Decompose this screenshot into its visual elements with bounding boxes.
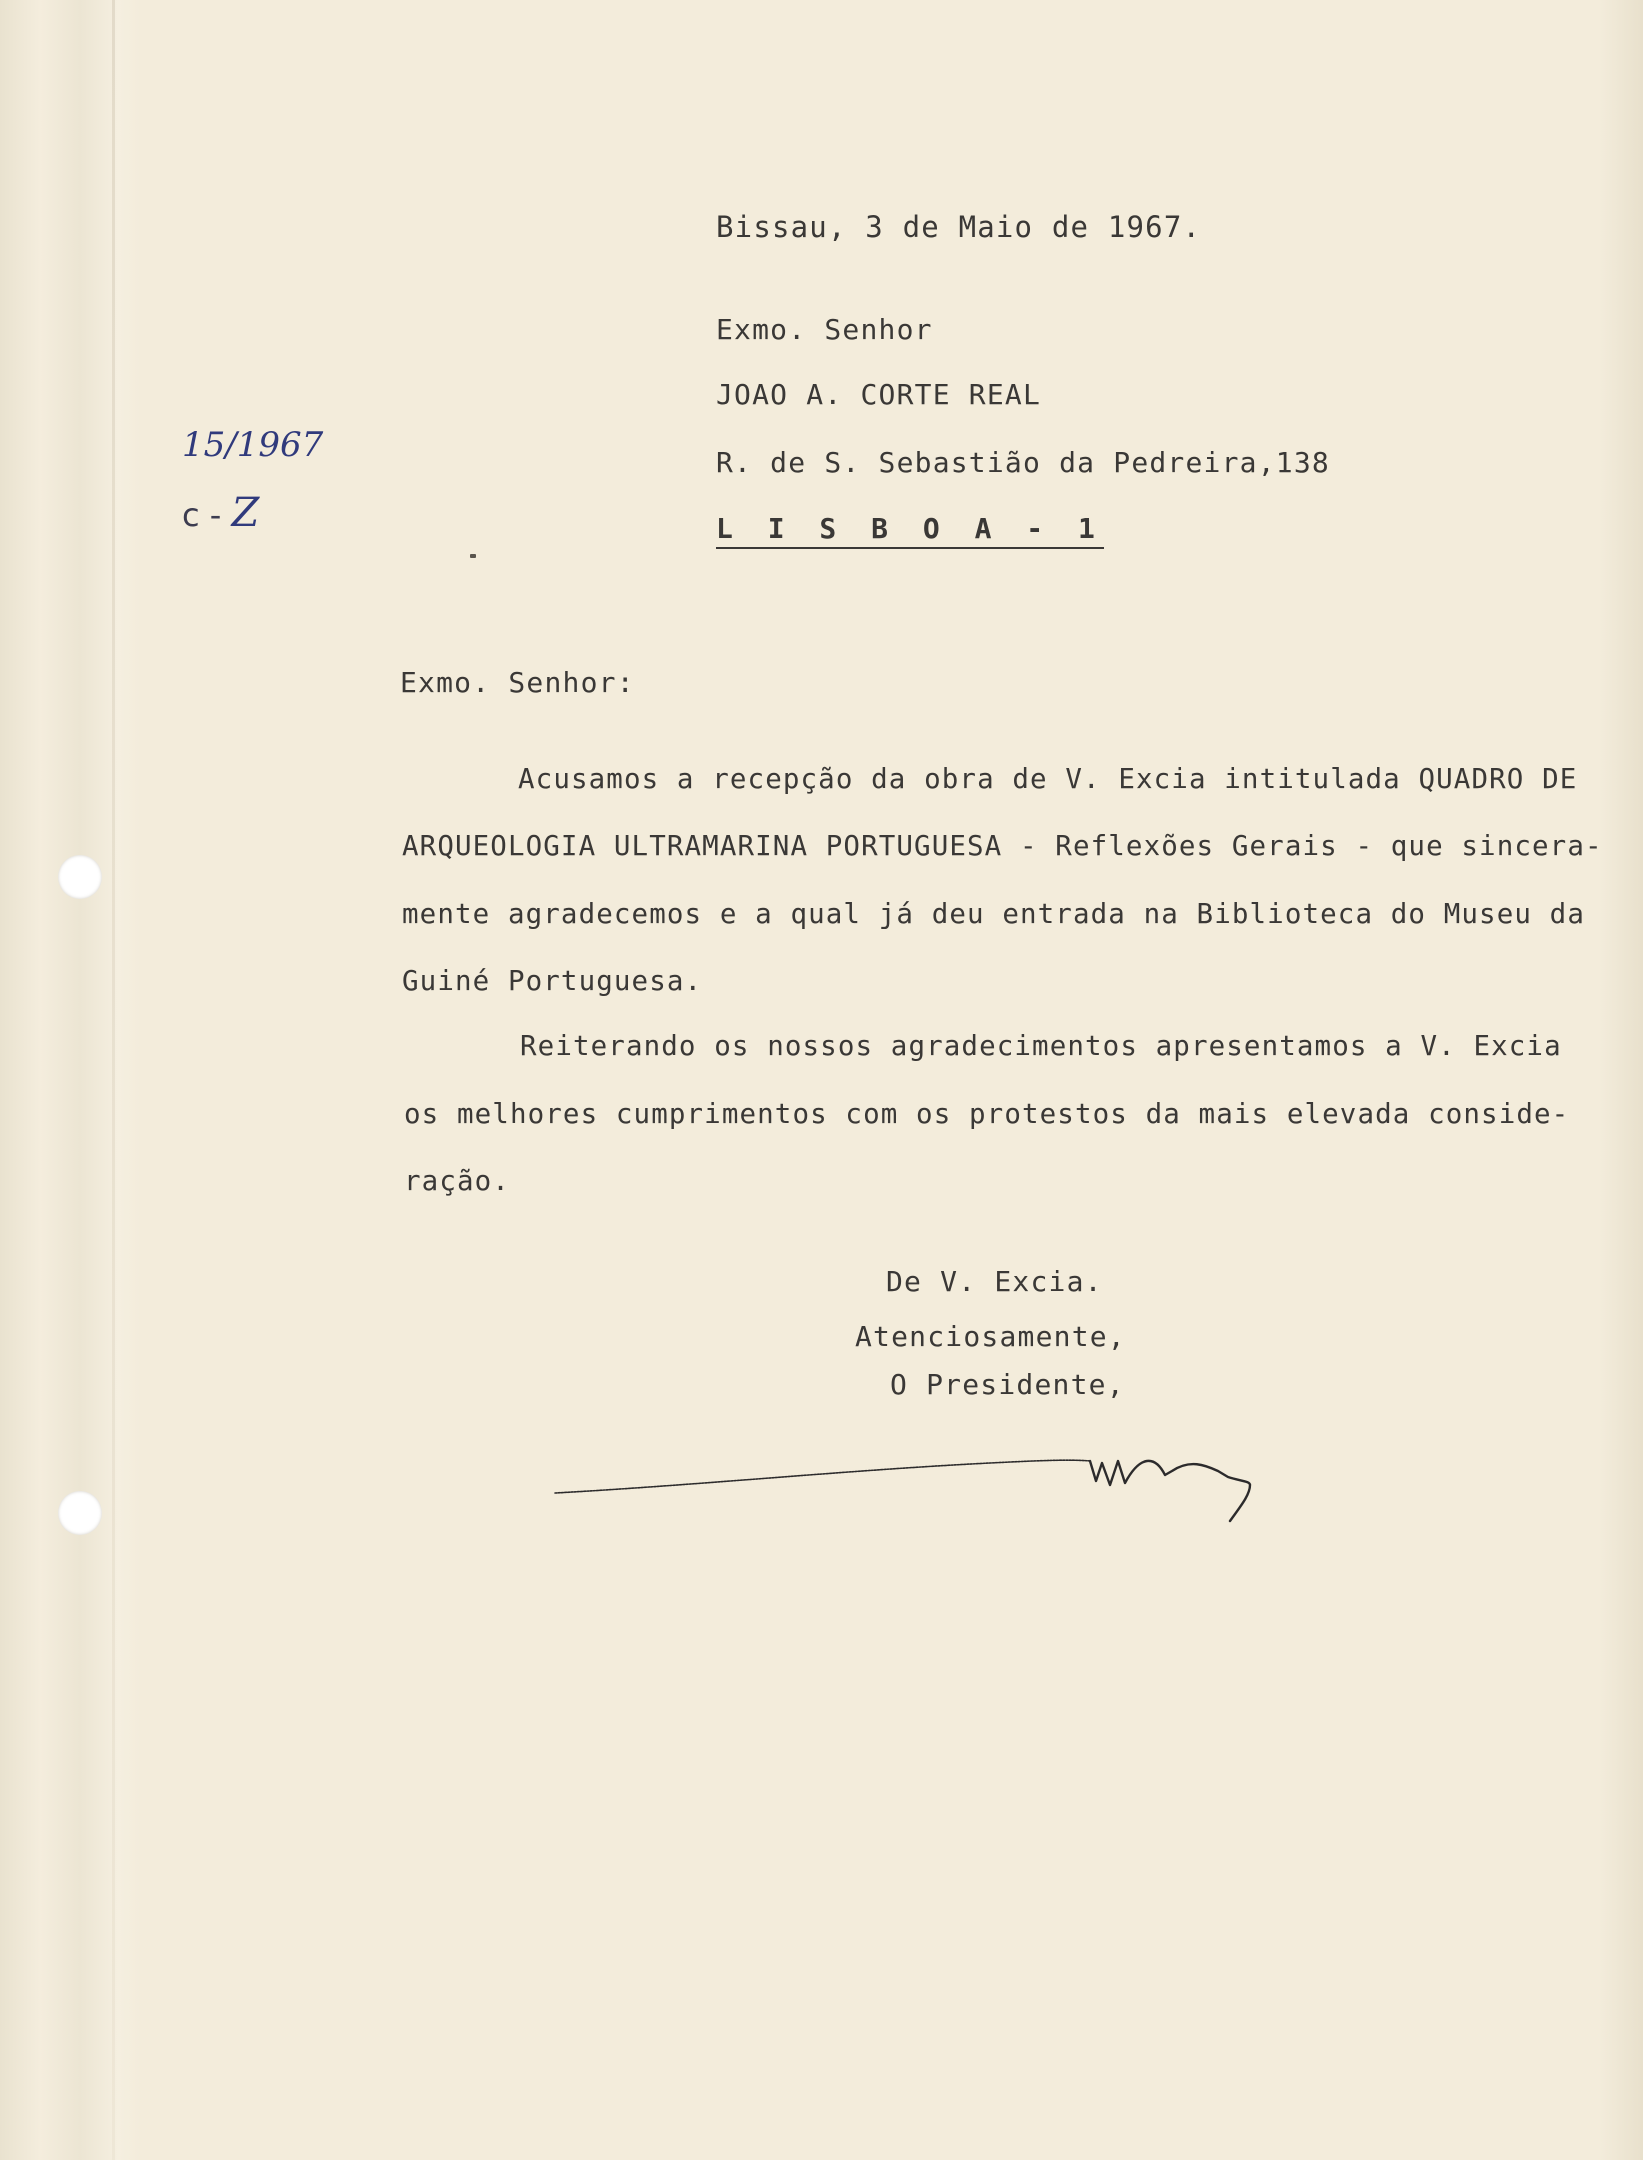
paragraph-1-line: Guiné Portuguesa. [402, 965, 703, 997]
punch-hole-top [58, 855, 102, 899]
paper-speck [470, 554, 476, 558]
paragraph-2-line: os melhores cumprimentos com os protestos da mais elevada conside- [404, 1098, 1570, 1130]
signature-graphic [550, 1415, 1350, 1525]
archive-reference-mark: Z [231, 490, 260, 536]
salutation: Exmo. Senhor: [400, 666, 635, 699]
recipient-city: L I S B O A - 1 [716, 512, 1104, 549]
paragraph-1-line: mente agradecemos e a qual já deu entrada na Biblioteca do Museu da [402, 898, 1585, 930]
paper-fold-edge [112, 0, 115, 2160]
recipient-name: JOAO A. CORTE REAL [716, 378, 1042, 411]
archive-reference-prefix: c - [182, 496, 222, 534]
paragraph-2-line: Reiterando os nossos agradecimentos apresentamos a V. Excia [520, 1030, 1562, 1062]
recipient-title: Exmo. Senhor [716, 313, 933, 346]
closing-signatory-title: O Presidente, [890, 1368, 1125, 1401]
paragraph-1-line: Acusamos a recepção da obra de V. Excia intitulada QUADRO DE [518, 763, 1578, 795]
paragraph-2-line: ração. [404, 1165, 510, 1197]
paragraph-1-line: ARQUEOLOGIA ULTRAMARINA PORTUGUESA - Reflexões Gerais - que sincera- [402, 830, 1603, 862]
closing-regards: Atenciosamente, [855, 1320, 1126, 1353]
archive-reference-code [182, 490, 259, 536]
letter-date: Bissau, 3 de Maio de 1967. [716, 210, 1202, 244]
archive-reference-number: 15/1967 [182, 425, 324, 465]
recipient-street: R. de S. Sebastião da Pedreira,138 [716, 446, 1330, 479]
punch-hole-bottom [58, 1491, 102, 1535]
signature [550, 1415, 1350, 1525]
closing-formula: De V. Excia. [886, 1265, 1103, 1298]
